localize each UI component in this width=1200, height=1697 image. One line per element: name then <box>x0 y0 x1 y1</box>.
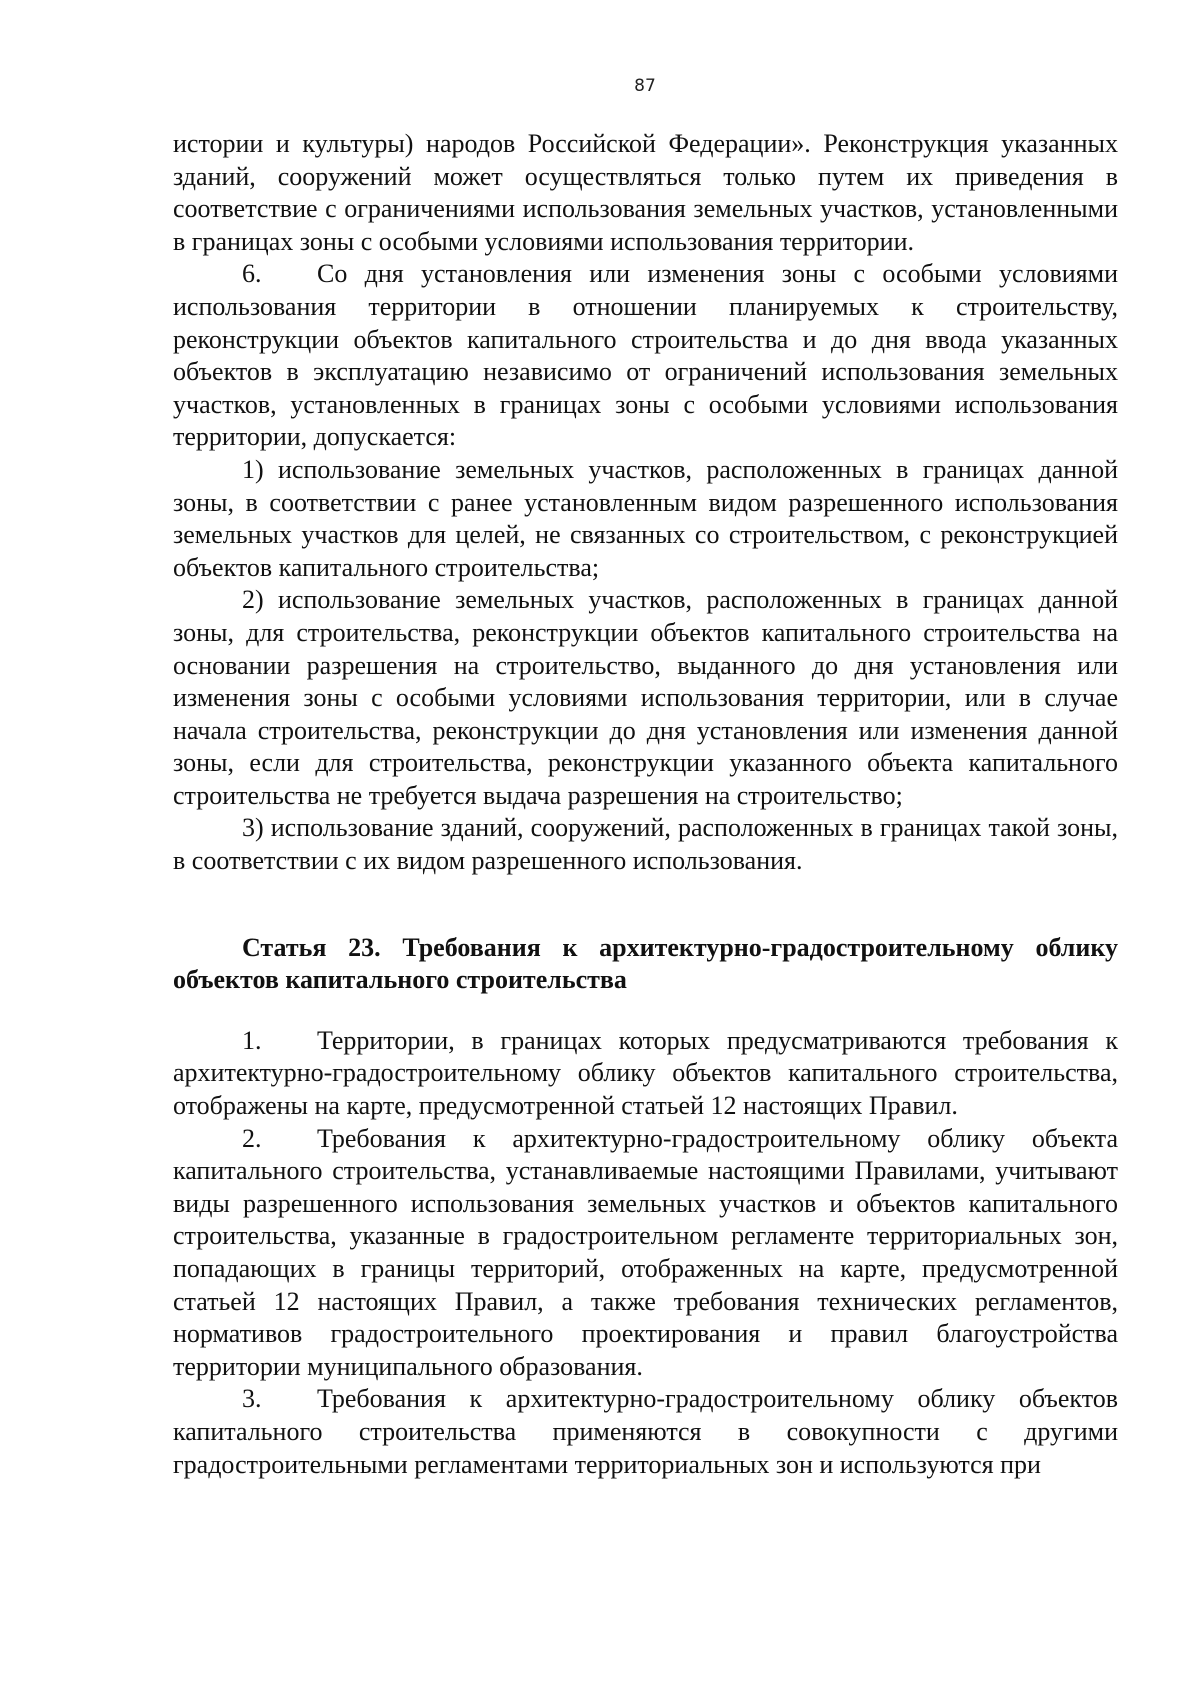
sub-item-3: 3) использование зданий, сооружений, расположенных в границах такой зоны, в соответствии с их видом разрешенного использования. <box>173 813 1118 876</box>
spacer <box>173 878 1118 932</box>
list-item-text: Со дня установления или изменения зоны с особыми условиями использования территории в отношении планируемых к строительству, реконструкции объектов капитального строительства и до дня ввода указанных объектов в эксплуатацию независимо от ограничений использования земельных участков, установленных в границах зоны с особыми условиями использования территории, допускается: <box>173 259 1118 452</box>
article-heading: Статья 23. Требования к архитектурно-градостроительному облику объектов капитального строительства <box>173 932 1118 995</box>
article-item-1 <box>173 1025 1118 1123</box>
sub-item-1: 1) использование земельных участков, расположенных в границах данной зоны, в соответствии с ранее установленным видом разрешенного использования земельных участков для целей, не связанных со строительством, с реконструкцией объектов капитального строительства; <box>173 454 1118 582</box>
list-item-number: 6. <box>242 259 262 289</box>
paragraph-continuation: истории и культуры) народов Российской Федерации». Реконструкция указанных зданий, сооружений может осуществляться только путем их приведения в соответствие с ограничениями использования земельных участков, установленными в границах зоны с особыми условиями использования территории. <box>173 129 1118 256</box>
article-item-3 <box>173 1383 1118 1481</box>
list-item-text: Требования к архитектурно-градостроительному облику объектов капитального строительства применяются в совокупности с другими градостроительными регламентами территориальных зон и используются при <box>173 1384 1118 1479</box>
list-item-text: Территории, в границах которых предусматриваются требования к архитектурно-градостроительному облику объектов капитального строительства, отображены на карте, предусмотренной статьей 12 настоящих Правил. <box>173 1025 1118 1121</box>
list-item-number: 3. <box>242 1384 262 1414</box>
list-item-text: Требования к архитектурно-градостроительному облику объекта капитального строительства, устанавливаемые настоящими Правилами, учитывают виды разрешенного использования земельных участков и объектов капитального строительства, указанные в градостроительном регламенте территориальных зон, попадающих в границы территорий, отображенных на карте, предусмотренной статьей 12 настоящих Правил, а также требования технических регламентов, нормативов градостроительного проектирования и правил благоустройства территории муниципального образования. <box>173 1123 1118 1381</box>
sub-item-2: 2) использование земельных участков, расположенных в границах данной зоны, для строительства, реконструкции объектов капитального строительства на основании разрешения на строительство, выданного до дня установления или изменения зоны с особыми условиями использования территории, или в случае начала строительства, реконструкции до дня установления или изменения данной зоны, если для строительства, реконструкции указанного объекта капитального строительства не требуется выдача разрешения на строительство; <box>173 585 1118 810</box>
article-item-2 <box>173 1123 1118 1384</box>
page-number: 87 <box>634 76 656 96</box>
spacer <box>173 997 1118 1025</box>
document-body <box>173 128 1118 1481</box>
list-item-6 <box>173 258 1118 454</box>
list-item-number: 2. <box>242 1123 262 1153</box>
list-item-number: 1. <box>242 1025 262 1055</box>
